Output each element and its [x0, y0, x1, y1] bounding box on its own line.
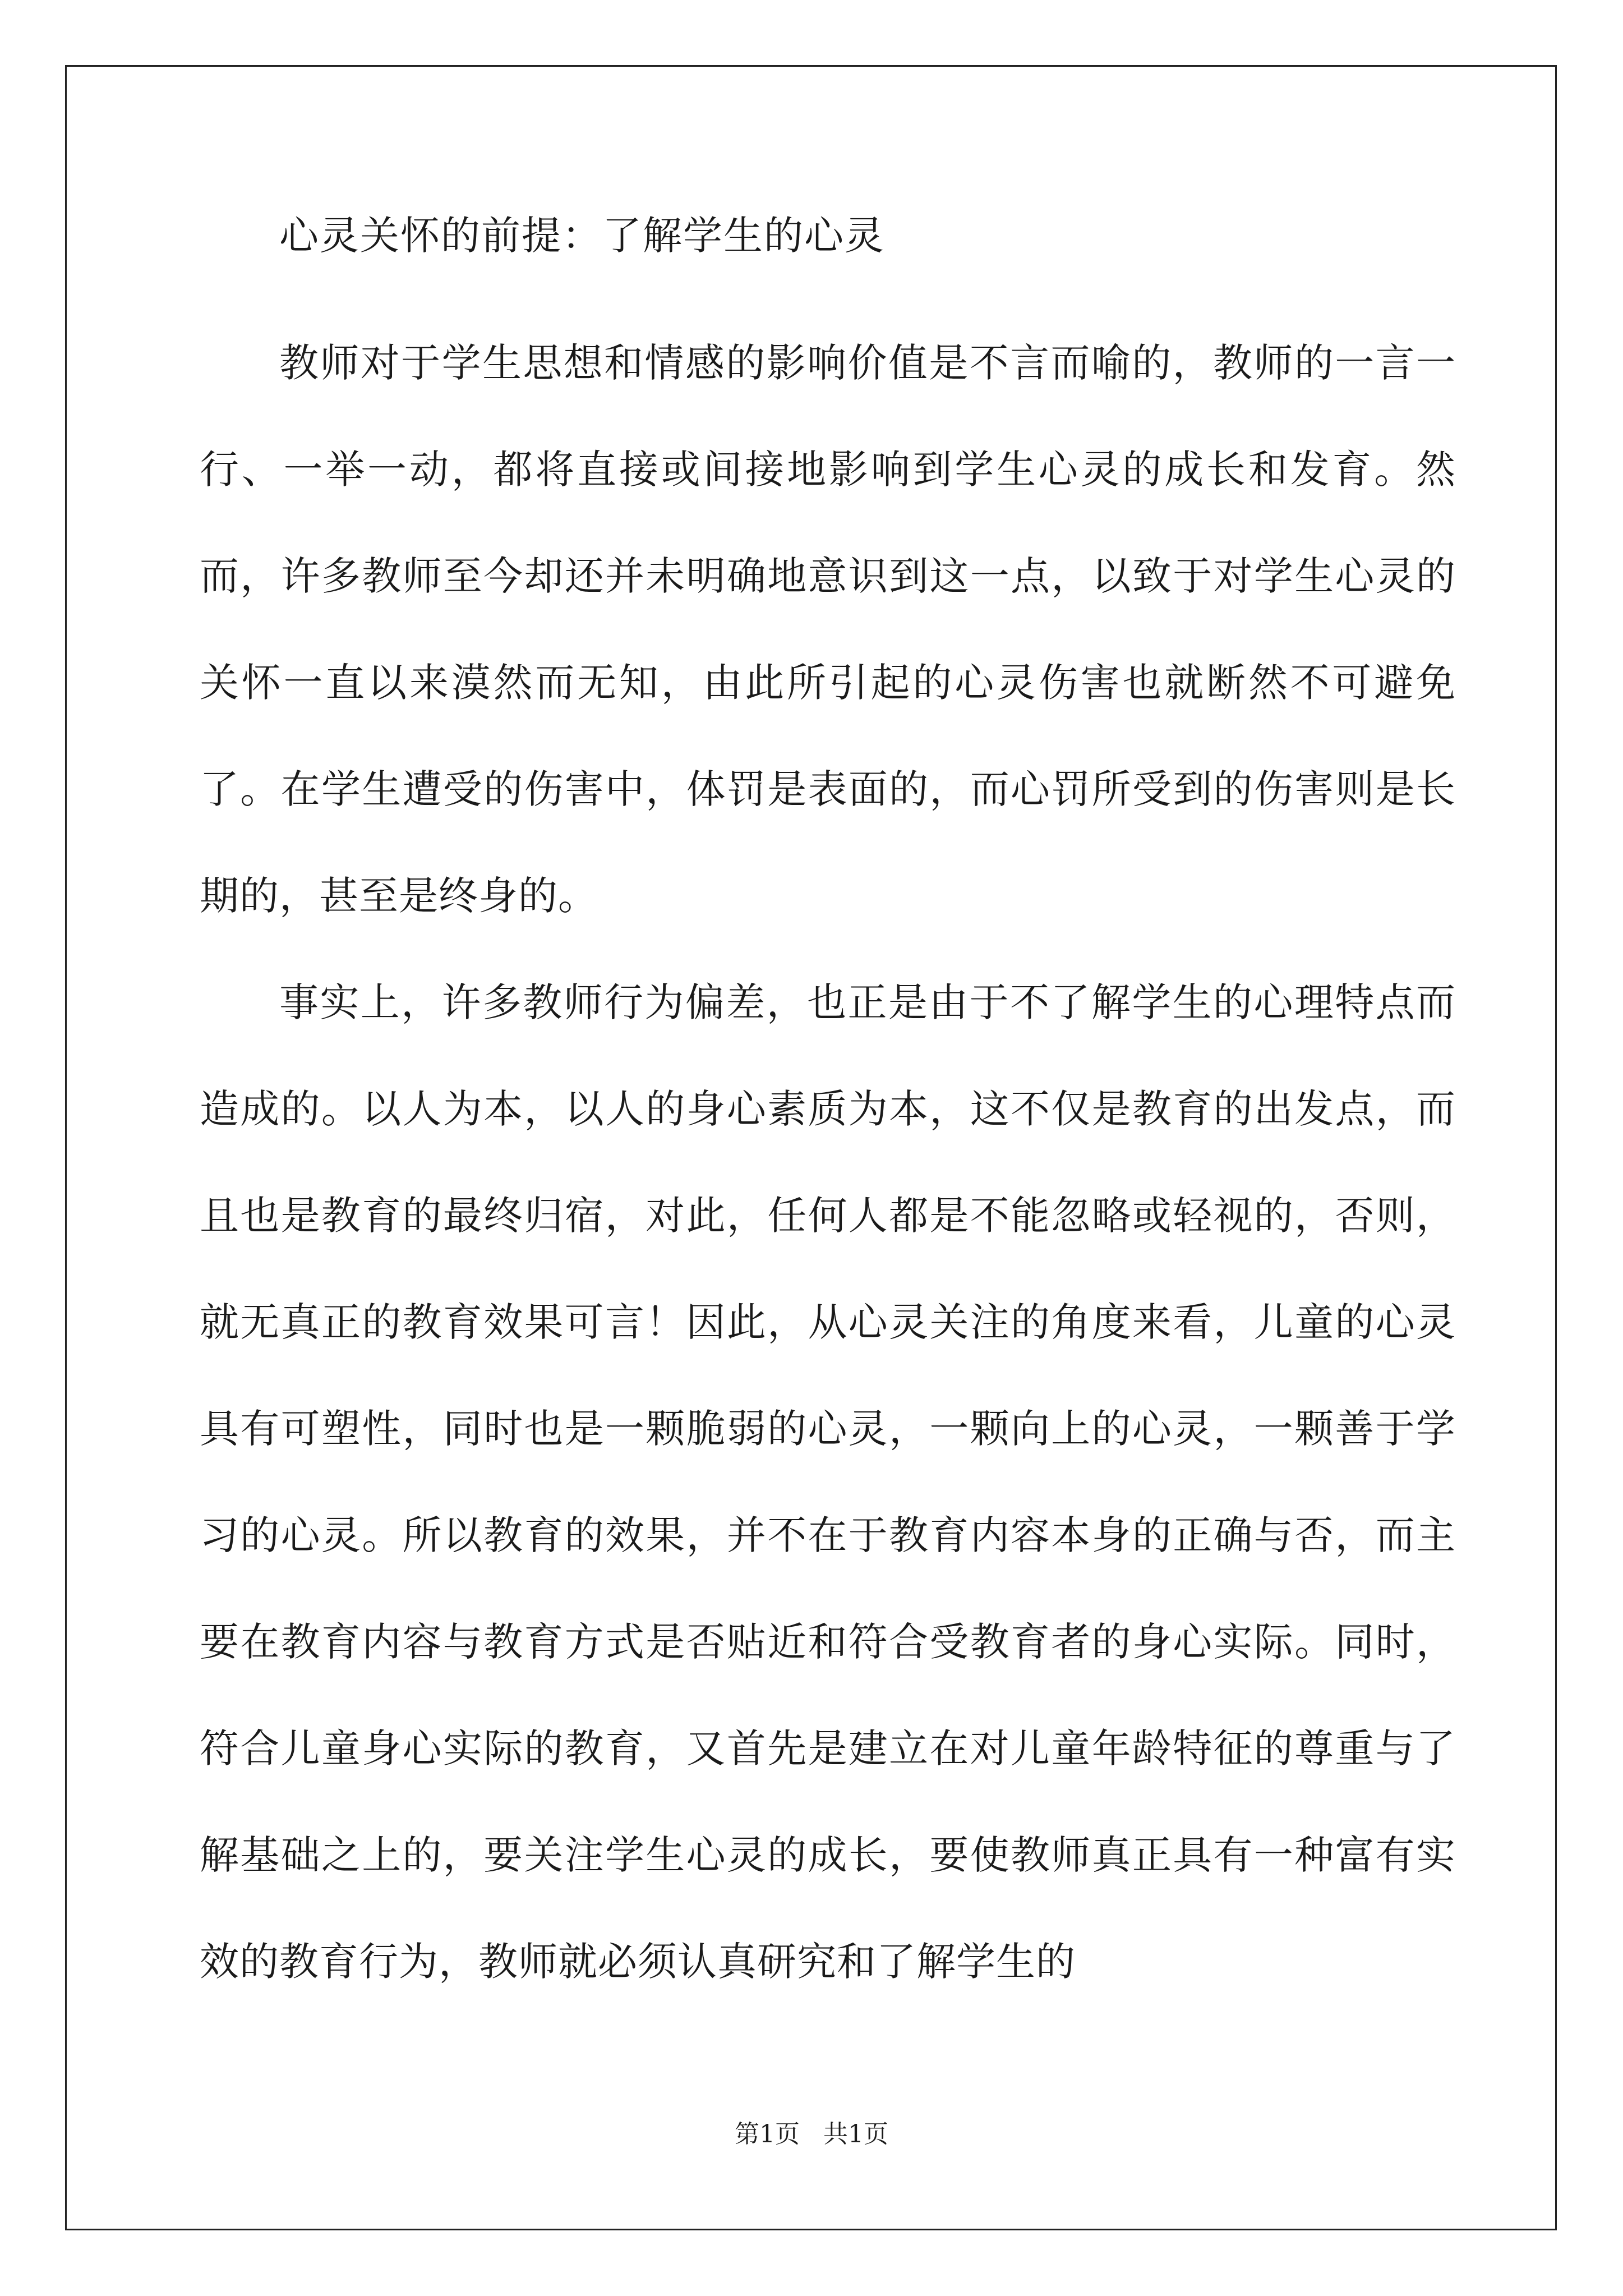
- page-footer: [0, 2120, 1623, 2148]
- paragraph-2: 事实上，许多教师行为偏差，也正是由于不了解学生的心理特点而造成的。以人为本，以人的身心素质为本，这不仅是教育的出发点，而且也是教育的最终归宿，对此，任何人都是不能忽略或轻视的，否则，就无真正的教育效果可言！因此，从心灵关注的角度来看，儿童的心灵具有可塑性，同时也是一颗脆弱的心灵，一颗向上的心灵，一颗善于学习的心灵。所以教育的效果，并不在于教育内容本身的正确与否，而主要在教育内容与教育方式是否贴近和符合受教育者的身心实际。同时，符合儿童身心实际的教育，又首先是建立在对儿童年龄特征的尊重与了解基础之上的，要关注学生心灵的成长，要使教师真正具有一种富有实效的教育行为，教师就必须认真研究和了解学生的: [200, 979, 1456, 1985]
- page-number: 第1页: [735, 2120, 800, 2148]
- paragraph-1: 教师对于学生思想和情感的影响价值是不言而喻的，教师的一言一行、一举一动，都将直接或间接地影响到学生心灵的成长和发育。然而，许多教师至今却还并未明确地意识到这一点，以致于对学生心灵的关怀一直以来漠然而无知，由此所引起的心灵伤害也就断然不可避免了。在学生遭受的伤害中，体罚是表面的，而心罚所受到的伤害则是长期的，甚至是终身的。: [200, 340, 1456, 919]
- document-title: 心灵关怀的前提：了解学生的心灵: [279, 213, 885, 259]
- document-body: [200, 213, 1456, 2015]
- page-total: 共1页: [823, 2120, 888, 2148]
